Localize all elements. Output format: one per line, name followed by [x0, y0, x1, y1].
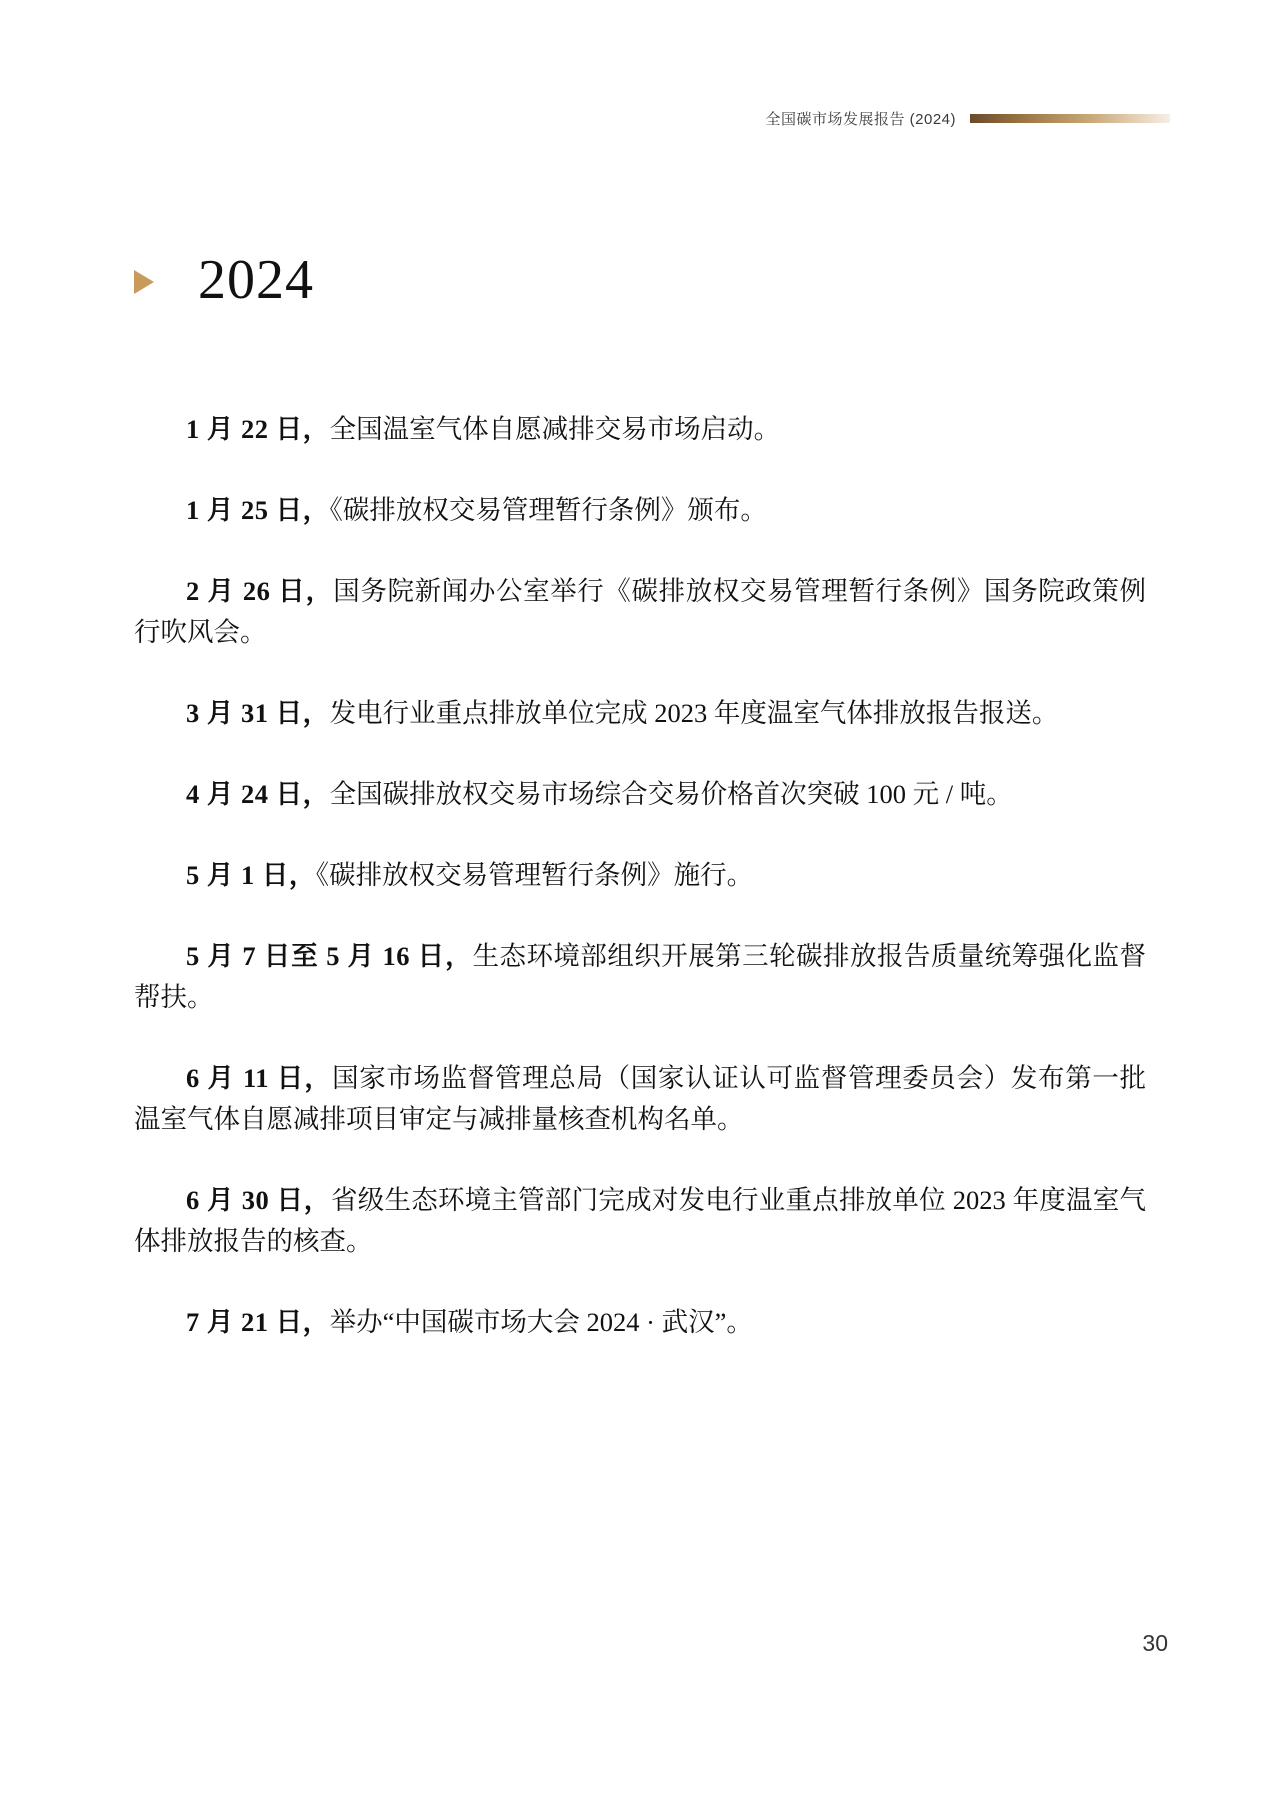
timeline-entry [134, 1180, 1146, 1262]
year-label: 2024 [198, 249, 314, 311]
entry-text: 国家市场监督管理总局（国家认证认可监督管理委员会）发布第一批温室气体自愿减排项目审定与减排量核查机构名单。 [134, 1063, 1146, 1135]
entry-text: 发电行业重点排放单位完成 2023 年度温室气体排放报告报送。 [329, 697, 1059, 728]
running-header-title: 全国碳市场发展报告 (2024) [765, 111, 956, 128]
entry-date: 6 月 30 日， [186, 1185, 332, 1216]
timeline-entry [134, 855, 1146, 896]
timeline-entry [134, 693, 1146, 734]
entry-text: 《碳排放权交易管理暂行条例》施行。 [315, 859, 754, 890]
triangle-marker-icon [134, 270, 154, 294]
timeline-entries [134, 382, 1146, 1343]
entry-date: 7 月 21 日， [186, 1307, 330, 1338]
entry-date: 6 月 11 日， [186, 1063, 333, 1094]
entry-date: 5 月 7 日至 5 月 16 日， [186, 940, 473, 971]
entry-date: 2 月 26 日， [186, 575, 334, 606]
timeline-entry [134, 774, 1146, 815]
timeline-entry [134, 571, 1146, 653]
timeline-entry [134, 1302, 1146, 1343]
entry-date: 5 月 1 日， [186, 859, 316, 890]
timeline-entry [134, 409, 1146, 450]
entry-text: 全国碳排放权交易市场综合交易价格首次突破 100 元 / 吨。 [329, 778, 1013, 809]
year-heading [134, 249, 314, 311]
entry-date: 1 月 22 日， [186, 413, 330, 444]
timeline-entry [134, 490, 1146, 531]
timeline-entry [134, 936, 1146, 1018]
entry-text: 省级生态环境主管部门完成对发电行业重点排放单位 2023 年度温室气体排放报告的核查。 [134, 1185, 1147, 1257]
running-header-rule [970, 114, 1170, 123]
entry-date: 4 月 24 日， [186, 778, 330, 809]
entry-date: 1 月 25 日， [186, 494, 330, 525]
timeline-entry [134, 1058, 1146, 1140]
entry-date: 3 月 31 日， [186, 697, 330, 728]
page-number: 30 [1142, 1630, 1168, 1656]
entry-text: 《碳排放权交易管理暂行条例》颁布。 [329, 494, 767, 525]
entry-text: 生态环境部组织开展第三轮碳排放报告质量统筹强化监督帮扶。 [134, 940, 1147, 1012]
entry-text: 全国温室气体自愿减排交易市场启动。 [329, 413, 781, 444]
entry-text: 举办“中国碳市场大会 2024 · 武汉”。 [329, 1307, 753, 1338]
entry-text: 国务院新闻办公室举行《碳排放权交易管理暂行条例》国务院政策例行吹风会。 [134, 575, 1147, 647]
running-header [765, 108, 1170, 129]
